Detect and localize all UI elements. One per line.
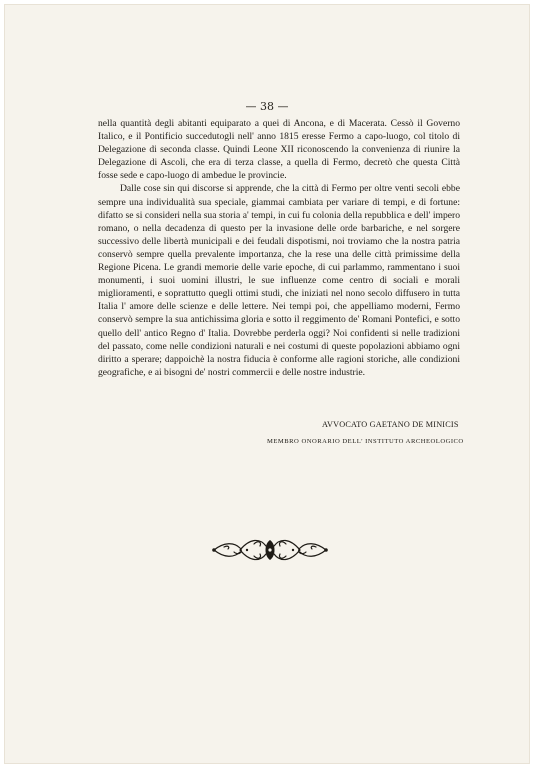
decorative-scroll-ornament bbox=[210, 530, 330, 570]
body-text bbox=[98, 117, 460, 379]
paragraph: Dalle cose sin qui discorse si apprende, che la città di Fermo per oltre venti secoli ebbe sempre una individualità sua speciale, giammai cambiata per variare di tempi, e di fortune: difatto se si consideri nella sua storia a' tempi, in cui fu colonia della repubblica e dell' impero romano, o nella decadenza di questo per la invasione delle orde barbariche, e nel sorgere successivo delle libertà municipali e dei feudali dispotismi, noi troviamo che la nostra patria conservò sempre quella prevalente importanza, che la rese una delle città primissime della Regione Picena. Le grandi memorie delle varie epoche, di cui parlammo, rammentano i suoi monumenti, i suoi uomini illustri, le sue influenze come centro di sociali e morali miglioramenti, e soprattutto quegli ottimi studi, che iniziati nel nono secolo diffusero in tutta Italia l' amore delle scienze e delle lettere. Nei tempi poi, che appelliamo moderni, Fermo conservò sempre la sua antichissima gloria e sotto il reggimento de' Romani Pontefici, e sotto quello dell' antico Regno d' Italia. Dovrebbe perderla oggi? Noi confidenti si nelle tradizioni del passato, come nelle condizioni naturali e nei costumi di queste popolazioni abbiamo ogni diritto a sperare; dappoichè la nostra fiducia è conforme alle ragioni storiche, alle condizioni geografiche, e ai bisogni de' nostri commercii e delle nostre industrie. bbox=[98, 183, 460, 378]
book-page bbox=[4, 4, 530, 764]
paragraph: nella quantità degli abitanti equiparato a quei di Ancona, e di Macerata. Cessò il Governo Italico, e il Pontificio succedutogli nell' anno 1815 eresse Fermo a capo-luogo, col titolo di Delegazione di seconda classe. Quindi Leone XII riconoscendo la convenienza di riunire la Delegazione di Ascoli, che era di terza classe, a quella di Fermo, decretò che questa Città fosse sede e capo-luogo di ambedue le provincie. bbox=[98, 118, 460, 182]
author-signature: AVVOCATO GAETANO DE MINICIS bbox=[322, 420, 459, 429]
author-affiliation: MEMBRO ONORARIO DELL' INSTITUTO ARCHEOLOGICO bbox=[267, 438, 464, 445]
page-number: — 38 — bbox=[245, 100, 289, 113]
